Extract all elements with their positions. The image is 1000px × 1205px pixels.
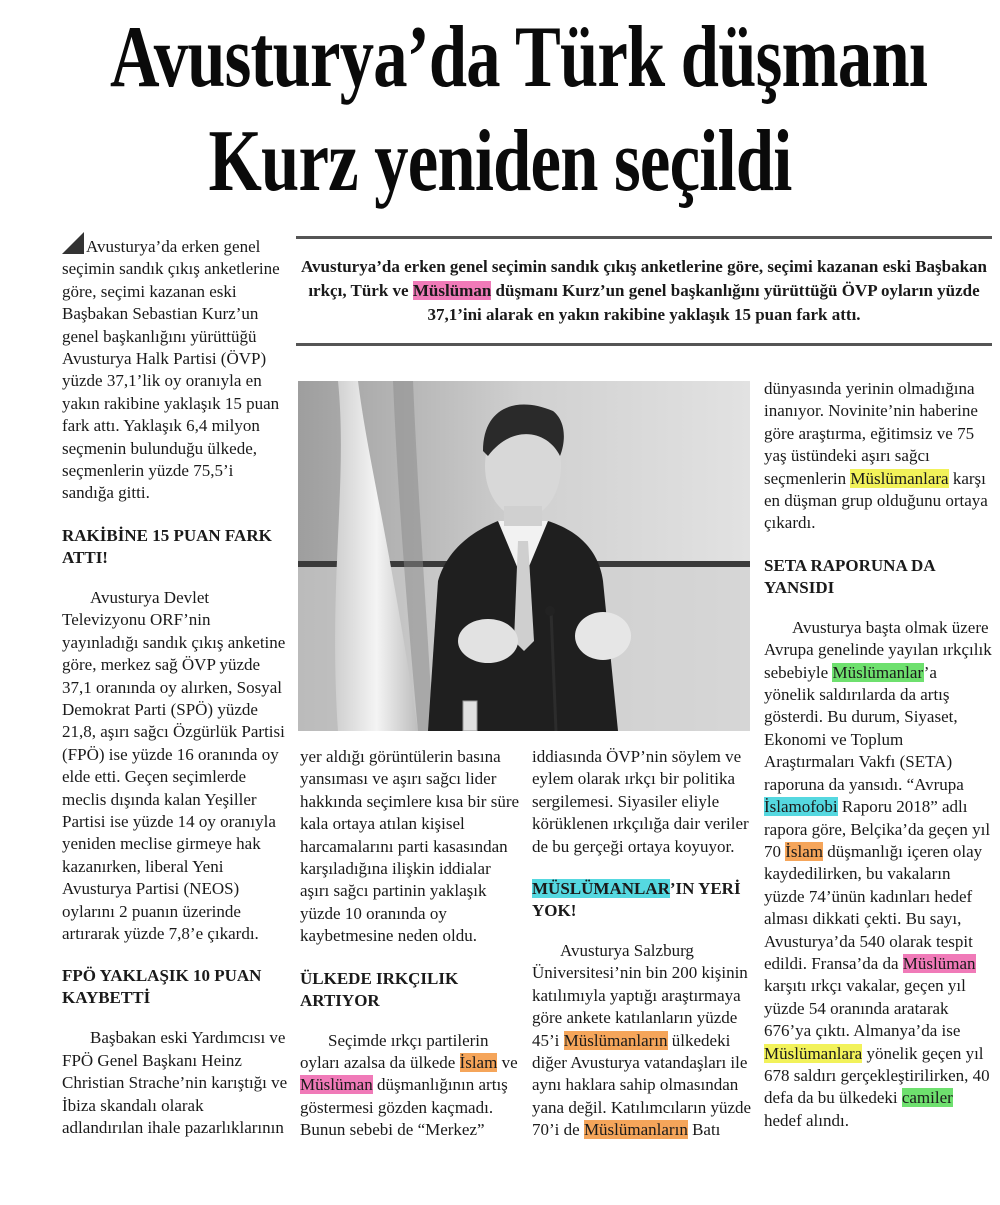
text: dünyasında yerinin olmadığına inanıyor. Novinite’nin haberine göre araştırma, eğitimsiz ve 75 yaş üstündeki aşırı sağcı seçmenlerin (764, 379, 978, 488)
highlight-camiler: camiler (901, 1088, 953, 1108)
subhead-muslumanlar (532, 878, 756, 922)
highlight-muslumanlarin: Müslümanların (563, 1030, 668, 1050)
left-hand (458, 619, 518, 663)
lead-text-2: düşmanı Kurz’un genel başkanlığını yürüttüğü ÖVP oyların yüzde 37,1’ini alarak en yakın rakibine yaklaşık 15 puan fark attı. (427, 281, 980, 324)
highlight-islamofobi: İslamofobi (764, 797, 838, 817)
highlight-muslumanlar: Müslümanlar (832, 662, 924, 682)
highlight-muslim: Müslüman (902, 953, 976, 973)
subhead-rakibine: RAKİBİNE 15 PUAN FARK ATTI! (62, 525, 272, 567)
text: Batı (687, 1120, 721, 1140)
photo-illustration (298, 381, 750, 731)
text: ’a yönelik saldırılarda da artış gösterdi. Bu durum, Siyaset, Ekonomi ve Toplum Araştırmaları Vakfı (SETA) raporuna da yansıdı. “Avrupa (764, 662, 964, 794)
text: yönelik geçen yıl 678 saldırı gerçekleştirilirken, 40 defa da bu ülkedeki (764, 1043, 990, 1108)
text: düşmanlığı içeren olay kaydedilirken, bu vakaların yüzde 74’ünün kadınları hedef alması dikkati çekti. Bu sayı, Avusturya’da 540 olarak tespit edildi. Fransa’da da (764, 841, 983, 973)
highlight-islam: İslam (785, 841, 824, 861)
text: Avusturya başta olmak üzere Avrupa genelinde yayılan ırkçılık sebebiyle (764, 617, 992, 682)
highlight-muslumanlara: Müslümanlara (764, 1043, 863, 1063)
paragraph-racism (300, 1030, 524, 1142)
text: Seçimde ırkçı partilerin oyları azalsa da ülkede (300, 1030, 489, 1073)
paragraph-salzburg (532, 940, 756, 1142)
headline (0, 6, 1000, 214)
text: hedef alındı. (764, 1110, 849, 1130)
column-2 (300, 746, 524, 1142)
lead-paragraph (296, 239, 992, 343)
text: Raporu 2018” adlı rapora göre, Belçika’da geçen yıl 70 (764, 797, 991, 861)
paragraph-scandal: yer aldığı görüntülerin basına yansıması ve aşırı sağcı lider hakkında seçimlere kısa bir süre kala ortaya atılan kişisel harcamalarını parti kasasından karşıladığına ilişkin iddialar aşırı sağcı partinin yaklaşık yüzde 10 oranında oy kaybetmesine neden oldu. (300, 747, 520, 946)
column-4 (764, 378, 992, 1132)
headline-line-1: Avusturya’da Türk düşmanı (110, 9, 928, 106)
highlight-muslumanlar: MÜSLÜMANLAR (532, 879, 670, 899)
subhead-seta: SETA RAPORUNA DA YANSIDI (764, 555, 935, 597)
intro-paragraph (62, 232, 288, 505)
paragraph-election-results: Avusturya Devlet Televizyonu ORF’nin yayınladığı sandık çıkış anketine göre, merkez sağ ÖVP yüzde 37,1 oranında oy alırken, Sosyal Demokrat Parti (SPÖ) yüzde 21,8, aşırı sağcı Özgürlük Partisi (FPÖ) ise yüzde 16 oranında oy elde etti. Geçen seçimlerde meclis dışında kalan Yeşiller Partisi ise yüzde 14 oy oranıyla yeniden meclise girmeye hak kazanırken, liberal Yeni Avusturya Partisi (NEOS) oylarını 2 puanın üzerinde artırarak yüzde 7,8’e çıkardı. (62, 587, 286, 943)
text: ve (497, 1053, 518, 1073)
highlight-muslumanlara: Müslümanlara (850, 468, 949, 488)
paragraph-novinite (764, 378, 992, 535)
highlight-muslim: Müslüman (412, 281, 492, 300)
text: karşı en düşman grup olduğunu ortaya çıkardı. (764, 468, 988, 533)
subhead-irkcilik: ÜLKEDE IRKÇILIK ARTIYOR (300, 968, 459, 1010)
headline-line-2: Kurz yeniden seçildi (208, 113, 792, 210)
highlight-islam: İslam (459, 1053, 498, 1073)
intro-text: Avusturya’da erken genel seçimin sandık çıkış anketlerine göre, seçimi kazanan eski Başbakan Sebastian Kurz’un genel başkanlığını yürüttüğü Avusturya Halk Partisi (ÖVP) yüzde 37,1’lik oy oranıyla en yakın rakibine yaklaşık 15 puan fark attı. Yaklaşık 6,4 milyon seçmenin bulunduğu ülkede, seçmenlerin yüzde 75,5’i sandığa gitti. (62, 237, 280, 503)
highlight-muslim: Müslüman (300, 1075, 373, 1095)
paragraph-seta (764, 617, 992, 1132)
kurz-photo (298, 381, 750, 731)
subhead-fpo: FPÖ YAKLAŞIK 10 PUAN KAYBETTİ (62, 966, 262, 1008)
text: Avusturya Salzburg Üniversitesi’nin bin 200 kişinin katılımıyla yaptığı araştırmaya göre ankete katılanların yüzde 45’i (532, 941, 748, 1050)
text: düşmanlığının artış göstermesi gözden kaçmadı. Bunun sebebi de “Merkez” (300, 1075, 508, 1140)
paragraph-ovp: iddiasında ÖVP’nin söylem ve eylem olarak ırkçı bir politika sergilemesi. Siyasiler eliyle körüklenen ırkçılığa dair veriler de bu gerçeği ortaya koyuyor. (532, 747, 749, 856)
lead-box (296, 236, 992, 346)
text: ’IN YERİ YOK! (532, 879, 741, 921)
column-1 (62, 232, 288, 1139)
triangle-marker-icon (62, 232, 84, 254)
text: ülkedeki diğer Avusturya vatandaşları ile aynı haklara sahip olmasından yana değil. Katılımcıların yüzde 70’i de (532, 1030, 752, 1140)
highlight-muslumanlarin: Müslümanların (583, 1120, 688, 1140)
paragraph-strache: Başbakan eski Yardımcısı ve FPÖ Genel Başkanı Heinz Christian Strache’nin karıştığı ve İbiza skandalı olarak adlandırılan ihale pazarlıklarının (62, 1028, 288, 1137)
column-3 (532, 746, 756, 1142)
text: karşıtı ırkçı vakalar, geçen yıl yüzde 54 oranında aratarak 676’ya çıktı. Almanya’da ise (764, 976, 966, 1041)
lead-text-1: Avusturya’da erken genel seçimin sandık çıkış anketlerine göre, seçimi kazanan eski Başbakan ırkçı, Türk ve (300, 257, 988, 300)
right-hand (575, 612, 631, 660)
